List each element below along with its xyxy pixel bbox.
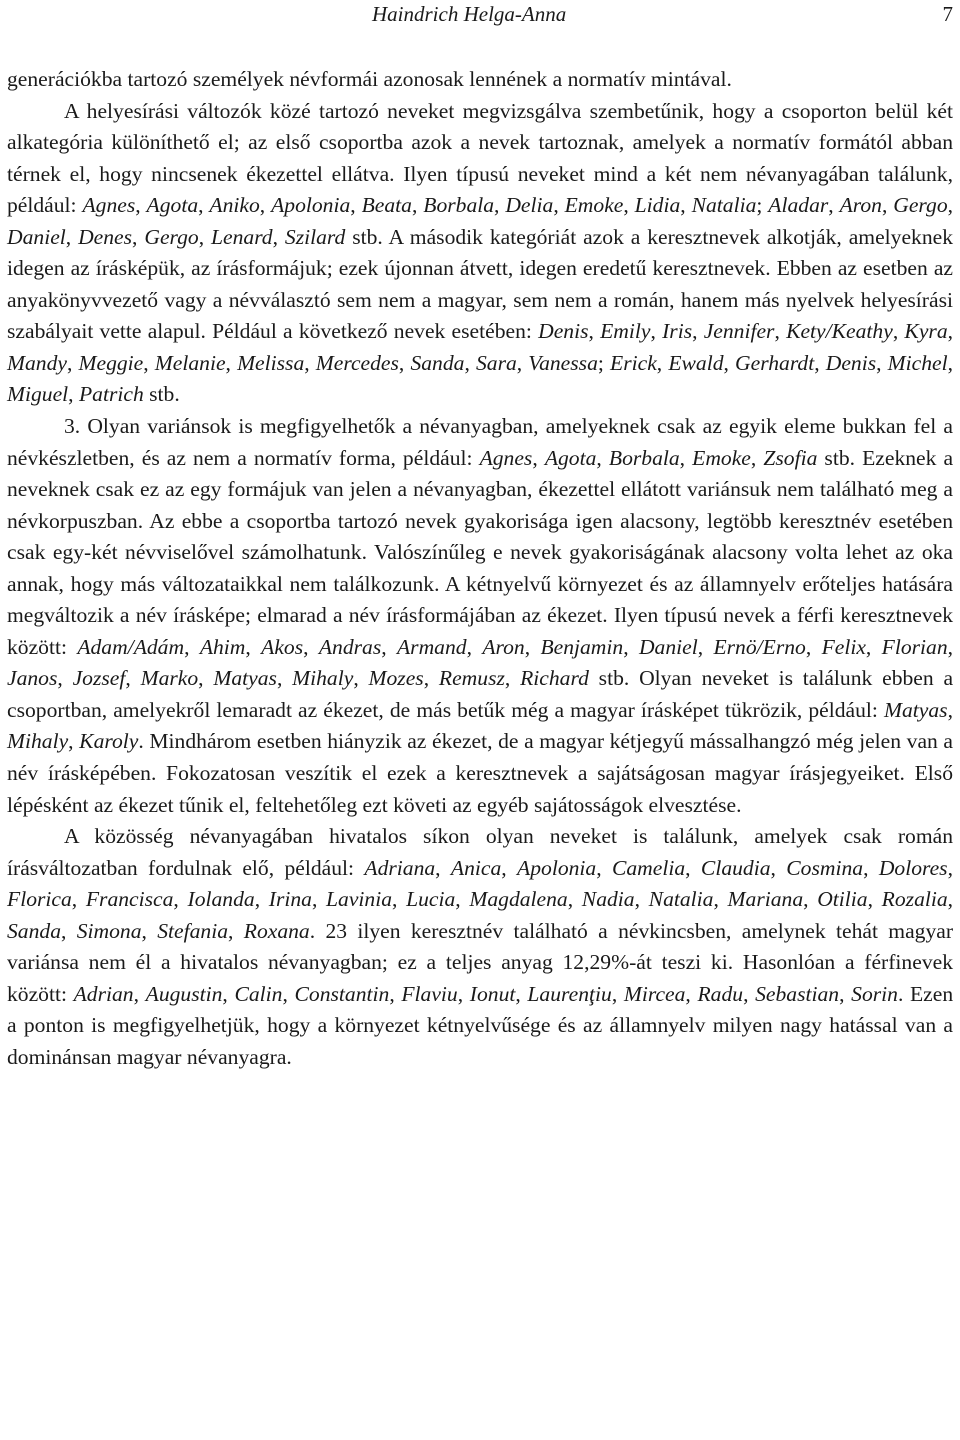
name-example: Emoke [692,445,751,470]
text-run: stb. Olyan neveket is találunk ebben a csoportban, amelyekről lemaradt az ékezet, de más betűk még a magyar írásképet tükrözik, például: [7,666,954,722]
name-example: Nadia [581,887,635,912]
text-run: , [680,193,692,218]
text-run: , [282,981,295,1006]
name-example: Mercedes [315,350,399,375]
text-run: A közösség névanyagában hivatalos síkon olyan neveket is találunk, amelyek csak román írásváltozatban fordulnak elő, például: [7,824,953,880]
text-run: , [863,855,879,880]
text-run: , [57,666,73,691]
text-run: , [770,855,787,880]
text-run: , [892,319,905,344]
name-example: Beata [361,193,412,218]
name-example: Daniel [7,224,66,249]
text-run: , [133,981,146,1006]
name-example: Andras [318,634,382,659]
text-run: stb. [143,382,180,407]
name-example: Gergo [144,224,199,249]
name-example: Sorin [851,981,898,1006]
text-run: , [222,981,235,1006]
name-example: Szilard [284,224,346,249]
text-run: , [567,887,582,912]
name-example: Armand [396,634,467,659]
name-example: Karoly [79,729,139,754]
body-text [7,64,953,1074]
name-example: Zsofia [763,445,818,470]
text-run: , [867,887,882,912]
text-run: , [225,350,238,375]
name-example: Iris [662,319,693,344]
text-run: , [611,981,624,1006]
name-example: Emily [600,319,651,344]
name-example: Otilia [817,887,868,912]
text-run: , [553,193,565,218]
text-run: , [650,319,663,344]
name-example: Borbala [423,193,495,218]
name-example: Jennifer [703,319,775,344]
text-run: , [685,981,698,1006]
name-example: Cosmina [786,855,864,880]
name-example: Sanda [410,350,465,375]
name-example: Lavinia [326,887,393,912]
name-example: Florica [7,887,72,912]
text-run: , [656,350,669,375]
text-run: , [272,224,285,249]
text-run: , [198,224,212,249]
text-run: , [623,193,635,218]
name-example: Sebastian [755,981,840,1006]
text-run: , [71,887,86,912]
name-example: Janos [7,666,58,691]
name-example: Mircea [623,981,686,1006]
name-example: Calin [234,981,283,1006]
name-example: Lenard [211,224,273,249]
text-run: , [276,666,293,691]
name-example: Kyra [904,319,948,344]
running-header-author: Haindrich Helga-Anna [372,2,567,26]
name-example: Augustin [145,981,223,1006]
name-example: Aron [482,634,525,659]
name-example: Lidia [634,193,681,218]
name-example: Gergo [893,193,948,218]
text-run: , [803,887,818,912]
text-run: , [865,634,882,659]
name-example: Flaviu [401,981,458,1006]
text-run: , [692,319,704,344]
name-example: Sara [475,350,517,375]
text-run: . Mindhárom esetben hiányzik az ékezet, de a magyar kétjegyű mássalhangzó még jelen van a név írásképében. Fokozatosan veszítik el ezek a keresztnevek a sajátságosan magyar írásjegyeiket. Első lépésként az ékezet tűnik el, feltehetőleg ezt követi az egyéb sajátosságok elvesztése. [7,729,954,817]
name-example: Apolonia [271,193,351,218]
text-run: , [723,350,736,375]
text-run: , [947,350,954,375]
name-example: Richard [520,666,589,691]
name-example: Jozsef [72,666,126,691]
text-run: , [303,634,319,659]
text-run: , [947,697,953,722]
name-example: Camelia [611,855,686,880]
text-run: , [464,350,476,375]
name-example: Matyas [213,666,277,691]
text-run: , [141,918,158,943]
text-run: stb. A második kategóriát azok a keresztnevek alkotják, amelyeknek idegen az írásképük, az írásformájuk; ezek újonnan átvett, idegen eredetű keresztnevek. Ebben az esetben az anyakönyvvezető vagy a névválasztó sem nem a magyar, sem nem a román, hanem más nyelvek helyesírási szabályait vette alapul. Például a következő nevek esetében: [7,224,954,344]
name-example: Michel [887,350,948,375]
text-run: , [588,319,601,344]
paragraph [7,64,953,96]
name-example: Mandy [7,350,67,375]
name-example: Radu [697,981,744,1006]
name-example: Erick [610,350,657,375]
name-example: Rozalia [881,887,948,912]
name-example: Natalia [691,193,757,218]
text-run: stb. Ezeknek a neveknek csak ez az egy formájuk van jelen a névanyagban, ékezettel ellátott variánsuk nem található meg a névkorpuszban. Az ebbe a csoportba tartozó nevek gyakorisága igen alacsony, legtöbb keresztnév esetében csak egy-két névviselővel számolhatunk. Valószínűleg e nevek gyakoriságának alacsony volta lehet az oka annak, hogy más változataikkal nem találkozunk. A kétnyelvű környezet és az államnyelv erőteljes hatására megváltozik a név írásképe; elmarad a név írásformájában az ékezet. Ilyen típusú nevek a férfi keresztnevek között: [7,445,954,659]
name-example: Matyas [884,697,948,722]
text-run: , [198,193,210,218]
name-example: Anica [450,855,502,880]
running-header [0,0,960,28]
text-run: , [198,666,214,691]
paragraph [7,821,953,1073]
text-run: , [65,224,79,249]
name-example: Aron [839,193,882,218]
text-run: , [743,981,756,1006]
text-run: , [135,193,147,218]
text-run: , [398,350,411,375]
name-example: Laurenţiu [527,981,612,1006]
text-run: 3. Olyan variánsok is megfigyelhetők a névanyagban, amelyeknek csak az egyik eleme bukkan fel a névkészletben, és az nem a normatív forma, például: [7,414,953,470]
name-example: Denes [78,224,133,249]
text-run: , [457,981,470,1006]
text-run: , [814,350,826,375]
text-run: , [353,666,369,691]
text-run: , [423,666,439,691]
name-example: Akos [261,634,304,659]
name-example: Constantin [294,981,390,1006]
name-example: Daniel [638,634,698,659]
name-example: Mozes [368,666,424,691]
text-run: A helyesírási változók közé tartozó neveket megvizsgálva szembetűnik, hogy a csoporton belül két alkategória különíthető el; az első csoportba azok a nevek tartoznak, amelyek a normatív formától abban térnek el, hogy nincsenek ékezettel ellátva. Ilyen típusú neveket mind a két nem névanyagában találunk, például: [7,98,953,218]
text-run: , [713,887,728,912]
paragraph [7,411,953,821]
text-run: , [254,887,269,912]
text-run: , [947,855,953,880]
name-example: Mihaly [7,729,69,754]
text-run: generációkba tartozó személyek névformái azonosak lennének a normatív mintával. [7,67,732,91]
text-run: , [455,887,470,912]
name-example: Claudia [700,855,771,880]
name-example: Iolanda [187,887,255,912]
paragraph [7,96,953,411]
text-run: , [66,350,79,375]
text-run: , [259,193,272,218]
text-run: , [143,350,155,375]
text-run: . Ezen a ponton is megfigyelhetjük, hogy a környezet kétnyelvűsége és az államnyelv milyen nagy hatással van a dominánsan magyar névanyagra. [7,981,954,1069]
text-run: , [392,887,407,912]
name-example: Emoke [564,193,624,218]
name-example: Denis [538,319,589,344]
name-example: Magdalena [469,887,568,912]
text-run: , [516,350,529,375]
name-example: Lucia [406,887,456,912]
name-example: Felix [821,634,866,659]
text-run: , [596,445,609,470]
name-example: Mariana [727,887,804,912]
name-example: Gerhardt [735,350,815,375]
text-run: , [839,981,852,1006]
name-example: Delia [505,193,554,218]
text-run: ; [756,193,769,218]
text-run: , [304,350,316,375]
text-run: , [68,382,79,407]
page-number: 7 [942,2,953,26]
name-example: Mihaly [292,666,354,691]
text-run: , [596,855,612,880]
name-example: Agnes [82,193,136,218]
text-run: , [685,855,701,880]
text-run: , [466,634,483,659]
name-example: Sanda [7,918,61,943]
text-run: , [311,887,327,912]
name-example: Agnes [479,445,533,470]
name-example: Meggie [78,350,144,375]
text-run: , [947,887,954,912]
text-run: , [501,855,518,880]
text-run: , [60,918,77,943]
name-example: Remusz [438,666,505,691]
text-run: , [805,634,822,659]
name-example: Ewald [668,350,724,375]
text-run: , [68,729,80,754]
text-run: , [515,981,528,1006]
text-run: , [494,193,506,218]
text-run: , [774,319,787,344]
text-run: , [504,666,521,691]
text-run: , [623,634,639,659]
text-run: ; [597,350,611,375]
name-example: Adam/Adám [77,634,185,659]
name-example: Natalia [648,887,714,912]
name-example: Ahim [199,634,246,659]
text-run: , [350,193,362,218]
text-run: , [947,193,954,218]
text-run: , [947,634,954,659]
text-run: , [228,918,244,943]
name-example: Dolores [878,855,948,880]
text-run: . 23 ilyen keresztnév található a névkincsben, amelynek tehát magyar variánsa nem él a hivatalos névanyagban; ez a teljes anyag 12,29%-át teszi ki. Hasonlóan a férfinevek között: [7,918,954,1006]
text-run: , [435,855,451,880]
name-example: Roxana [243,918,310,943]
name-example: Melanie [154,350,226,375]
name-example: Kety/Keathy [786,319,893,344]
name-example: Melissa [237,350,305,375]
name-example: Denis [825,350,877,375]
text-run: , [132,224,145,249]
name-example: Irina [268,887,312,912]
text-run: , [411,193,424,218]
name-example: Miguel [7,382,69,407]
name-example: Agota [544,445,597,470]
name-example: Aniko [209,193,260,218]
name-example: Francisca [85,887,174,912]
text-run: , [881,193,894,218]
name-example: Apolonia [517,855,597,880]
text-run: , [125,666,141,691]
name-example: Aladar [768,193,829,218]
text-run: , [750,445,764,470]
text-run: , [876,350,888,375]
name-example: Borbala [608,445,680,470]
name-example: Florian [881,634,948,659]
text-run: , [173,887,188,912]
text-run: , [532,445,545,470]
name-example: Benjamin [540,634,624,659]
name-example: Ionut [469,981,516,1006]
text-run: , [634,887,649,912]
text-run: , [697,634,714,659]
text-run: , [184,634,200,659]
text-run: , [389,981,402,1006]
text-run: , [381,634,397,659]
name-example: Stefania [157,918,229,943]
name-example: Patrich [78,382,144,407]
text-run: , [828,193,840,218]
text-run: , [679,445,693,470]
text-run: , [947,319,954,344]
name-example: Marko [140,666,199,691]
text-run: , [245,634,262,659]
name-example: Agota [146,193,199,218]
name-example: Vanessa [528,350,598,375]
text-run: , [524,634,541,659]
name-example: Adrian [73,981,134,1006]
name-example: Simona [76,918,142,943]
name-example: Adriana [364,855,436,880]
name-example: Ernö/Erno [713,634,806,659]
